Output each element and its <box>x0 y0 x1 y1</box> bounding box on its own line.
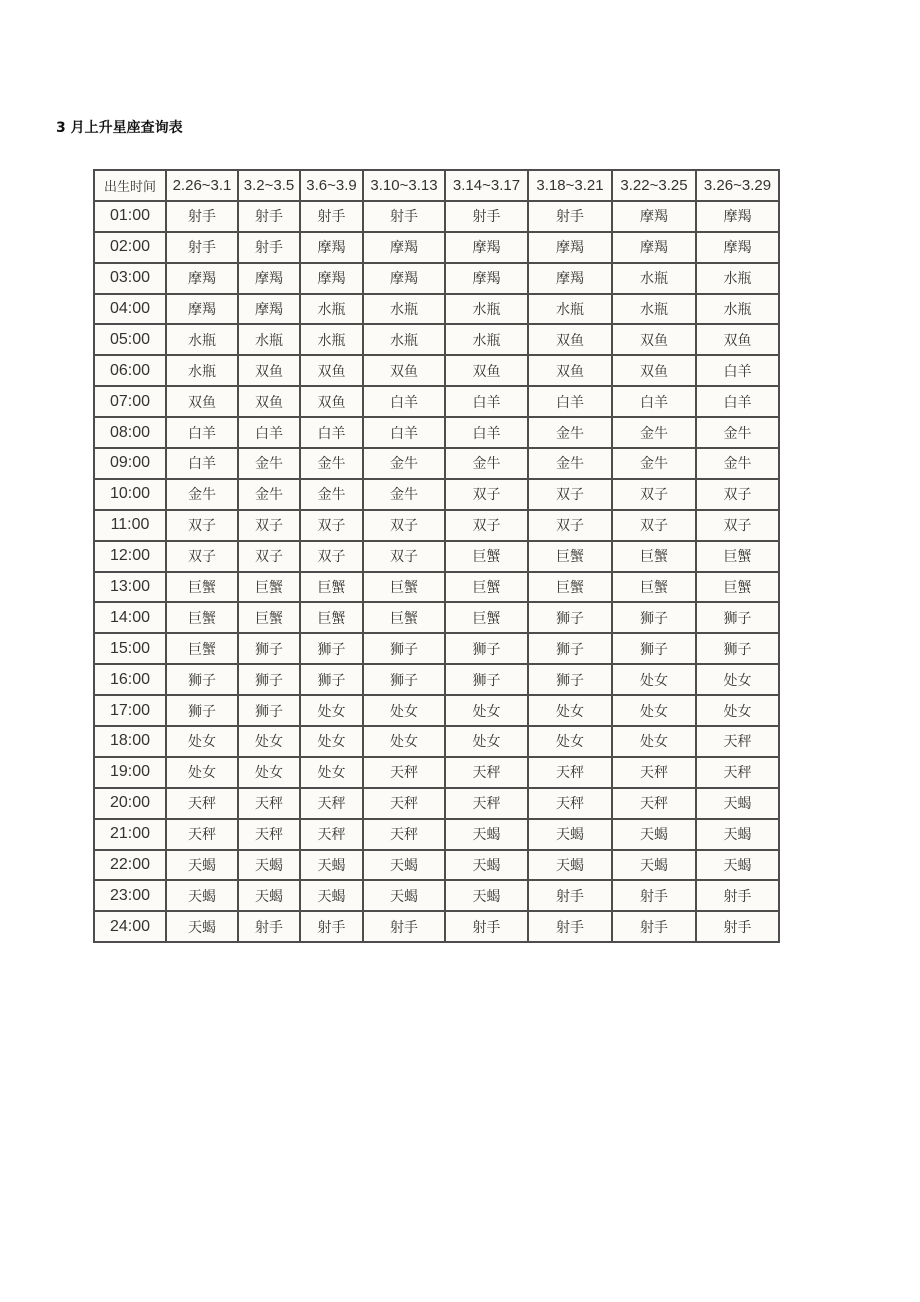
zodiac-sign-cell: 巨蟹 <box>612 572 696 603</box>
zodiac-sign-cell: 金牛 <box>166 479 238 510</box>
zodiac-sign-cell: 天蝎 <box>445 880 528 911</box>
zodiac-sign-cell: 射手 <box>696 911 779 942</box>
zodiac-sign-cell: 处女 <box>238 726 300 757</box>
zodiac-sign-cell: 双子 <box>612 479 696 510</box>
zodiac-sign-cell: 射手 <box>238 911 300 942</box>
zodiac-sign-cell: 摩羯 <box>166 294 238 325</box>
zodiac-sign-cell: 天蝎 <box>238 850 300 881</box>
zodiac-sign-cell: 水瓶 <box>238 324 300 355</box>
birth-time-cell: 11:00 <box>94 510 166 541</box>
zodiac-sign-cell: 射手 <box>166 201 238 232</box>
zodiac-sign-cell: 射手 <box>528 880 612 911</box>
zodiac-sign-cell: 金牛 <box>300 448 363 479</box>
zodiac-sign-cell: 处女 <box>166 726 238 757</box>
table-row <box>94 294 779 325</box>
header-row <box>94 170 779 201</box>
zodiac-sign-cell: 射手 <box>300 911 363 942</box>
zodiac-sign-cell: 金牛 <box>363 448 445 479</box>
birth-time-cell: 15:00 <box>94 633 166 664</box>
zodiac-sign-cell: 金牛 <box>238 448 300 479</box>
zodiac-sign-cell: 天蝎 <box>166 850 238 881</box>
zodiac-sign-cell: 水瓶 <box>445 324 528 355</box>
zodiac-sign-cell: 双子 <box>445 479 528 510</box>
zodiac-sign-cell: 处女 <box>363 726 445 757</box>
table-row <box>94 479 779 510</box>
zodiac-sign-cell: 天蝎 <box>300 850 363 881</box>
birth-time-cell: 14:00 <box>94 602 166 633</box>
birth-time-cell: 10:00 <box>94 479 166 510</box>
page-title: 3 月上升星座查询表 <box>56 120 183 136</box>
zodiac-sign-cell: 处女 <box>612 664 696 695</box>
zodiac-sign-cell: 天蝎 <box>445 819 528 850</box>
table-row <box>94 695 779 726</box>
zodiac-sign-cell: 天蝎 <box>696 819 779 850</box>
table-row <box>94 602 779 633</box>
zodiac-sign-cell: 巨蟹 <box>696 572 779 603</box>
birth-time-cell: 08:00 <box>94 417 166 448</box>
table-row <box>94 541 779 572</box>
zodiac-sign-cell: 双子 <box>612 510 696 541</box>
zodiac-sign-cell: 狮子 <box>238 695 300 726</box>
birth-time-cell: 09:00 <box>94 448 166 479</box>
header-date-range: 3.6~3.9 <box>300 170 363 201</box>
zodiac-sign-cell: 天秤 <box>166 819 238 850</box>
zodiac-sign-cell: 摩羯 <box>528 232 612 263</box>
zodiac-sign-cell: 处女 <box>528 695 612 726</box>
birth-time-cell: 07:00 <box>94 386 166 417</box>
zodiac-sign-cell: 处女 <box>363 695 445 726</box>
ascendant-table <box>93 169 780 943</box>
zodiac-sign-cell: 巨蟹 <box>445 572 528 603</box>
birth-time-cell: 04:00 <box>94 294 166 325</box>
zodiac-sign-cell: 天秤 <box>528 788 612 819</box>
zodiac-sign-cell: 天蝎 <box>696 788 779 819</box>
zodiac-sign-cell: 天蝎 <box>363 850 445 881</box>
zodiac-sign-cell: 双子 <box>300 541 363 572</box>
table-row <box>94 448 779 479</box>
zodiac-sign-cell: 双子 <box>445 510 528 541</box>
zodiac-sign-cell: 射手 <box>696 880 779 911</box>
zodiac-sign-cell: 射手 <box>238 201 300 232</box>
zodiac-sign-cell: 天蝎 <box>528 850 612 881</box>
zodiac-sign-cell: 狮子 <box>528 664 612 695</box>
zodiac-sign-cell: 白羊 <box>300 417 363 448</box>
zodiac-sign-cell: 水瓶 <box>166 324 238 355</box>
table-row <box>94 201 779 232</box>
zodiac-sign-cell: 摩羯 <box>528 263 612 294</box>
birth-time-cell: 16:00 <box>94 664 166 695</box>
zodiac-sign-cell: 金牛 <box>528 417 612 448</box>
zodiac-sign-cell: 巨蟹 <box>238 602 300 633</box>
zodiac-sign-cell: 天蝎 <box>612 850 696 881</box>
zodiac-sign-cell: 摩羯 <box>612 232 696 263</box>
zodiac-sign-cell: 处女 <box>238 757 300 788</box>
table-row <box>94 757 779 788</box>
zodiac-sign-cell: 天秤 <box>612 757 696 788</box>
zodiac-sign-cell: 双子 <box>528 510 612 541</box>
zodiac-sign-cell: 金牛 <box>696 417 779 448</box>
zodiac-sign-cell: 天蝎 <box>612 819 696 850</box>
header-date-range: 3.22~3.25 <box>612 170 696 201</box>
zodiac-sign-cell: 天蝎 <box>300 880 363 911</box>
zodiac-sign-cell: 双子 <box>528 479 612 510</box>
zodiac-sign-cell: 天蝎 <box>238 880 300 911</box>
birth-time-cell: 18:00 <box>94 726 166 757</box>
zodiac-sign-cell: 巨蟹 <box>166 633 238 664</box>
zodiac-sign-cell: 双子 <box>238 510 300 541</box>
zodiac-sign-cell: 水瓶 <box>300 294 363 325</box>
zodiac-sign-cell: 天秤 <box>696 726 779 757</box>
zodiac-sign-cell: 双子 <box>166 541 238 572</box>
table-row <box>94 911 779 942</box>
zodiac-sign-cell: 狮子 <box>238 664 300 695</box>
zodiac-sign-cell: 双子 <box>363 541 445 572</box>
zodiac-sign-cell: 处女 <box>696 664 779 695</box>
table-row <box>94 324 779 355</box>
zodiac-sign-cell: 双鱼 <box>696 324 779 355</box>
zodiac-sign-cell: 处女 <box>612 726 696 757</box>
zodiac-sign-cell: 巨蟹 <box>166 602 238 633</box>
zodiac-sign-cell: 射手 <box>528 201 612 232</box>
table-row <box>94 850 779 881</box>
header-date-range: 2.26~3.1 <box>166 170 238 201</box>
header-date-range: 3.10~3.13 <box>363 170 445 201</box>
header-date-range: 3.18~3.21 <box>528 170 612 201</box>
zodiac-sign-cell: 白羊 <box>166 417 238 448</box>
zodiac-sign-cell: 射手 <box>612 911 696 942</box>
zodiac-sign-cell: 天秤 <box>528 757 612 788</box>
header-date-range: 3.14~3.17 <box>445 170 528 201</box>
zodiac-sign-cell: 射手 <box>612 880 696 911</box>
header-date-range: 3.2~3.5 <box>238 170 300 201</box>
zodiac-sign-cell: 处女 <box>445 726 528 757</box>
zodiac-sign-cell: 狮子 <box>300 633 363 664</box>
birth-time-cell: 24:00 <box>94 911 166 942</box>
zodiac-sign-cell: 天秤 <box>363 819 445 850</box>
zodiac-sign-cell: 狮子 <box>363 664 445 695</box>
zodiac-sign-cell: 狮子 <box>696 602 779 633</box>
zodiac-sign-cell: 水瓶 <box>166 355 238 386</box>
birth-time-cell: 12:00 <box>94 541 166 572</box>
zodiac-sign-cell: 水瓶 <box>612 263 696 294</box>
zodiac-sign-cell: 射手 <box>300 201 363 232</box>
table-row <box>94 263 779 294</box>
zodiac-sign-cell: 双鱼 <box>238 355 300 386</box>
zodiac-sign-cell: 巨蟹 <box>238 572 300 603</box>
zodiac-sign-cell: 处女 <box>166 757 238 788</box>
zodiac-sign-cell: 天秤 <box>445 788 528 819</box>
zodiac-sign-cell: 处女 <box>300 757 363 788</box>
zodiac-sign-cell: 狮子 <box>612 602 696 633</box>
zodiac-sign-cell: 白羊 <box>363 386 445 417</box>
zodiac-sign-cell: 摩羯 <box>238 263 300 294</box>
zodiac-sign-cell: 巨蟹 <box>363 572 445 603</box>
zodiac-sign-cell: 金牛 <box>363 479 445 510</box>
zodiac-sign-cell: 处女 <box>528 726 612 757</box>
zodiac-sign-cell: 狮子 <box>612 633 696 664</box>
zodiac-sign-cell: 巨蟹 <box>363 602 445 633</box>
table-row <box>94 633 779 664</box>
zodiac-sign-cell: 摩羯 <box>300 232 363 263</box>
table-row <box>94 417 779 448</box>
zodiac-sign-cell: 天秤 <box>238 788 300 819</box>
zodiac-sign-cell: 巨蟹 <box>445 541 528 572</box>
zodiac-sign-cell: 白羊 <box>363 417 445 448</box>
zodiac-sign-cell: 水瓶 <box>300 324 363 355</box>
zodiac-sign-cell: 处女 <box>300 726 363 757</box>
zodiac-sign-cell: 双鱼 <box>238 386 300 417</box>
zodiac-sign-cell: 双鱼 <box>528 324 612 355</box>
zodiac-sign-cell: 白羊 <box>696 355 779 386</box>
zodiac-sign-cell: 天蝎 <box>445 850 528 881</box>
birth-time-cell: 13:00 <box>94 572 166 603</box>
zodiac-sign-cell: 巨蟹 <box>612 541 696 572</box>
zodiac-sign-cell: 狮子 <box>300 664 363 695</box>
zodiac-sign-cell: 巨蟹 <box>445 602 528 633</box>
header-birth-time: 出生时间 <box>94 170 166 201</box>
zodiac-sign-cell: 双子 <box>238 541 300 572</box>
zodiac-sign-cell: 狮子 <box>445 664 528 695</box>
birth-time-cell: 17:00 <box>94 695 166 726</box>
zodiac-sign-cell: 金牛 <box>445 448 528 479</box>
zodiac-sign-cell: 狮子 <box>363 633 445 664</box>
zodiac-sign-cell: 水瓶 <box>363 294 445 325</box>
zodiac-sign-cell: 双子 <box>363 510 445 541</box>
zodiac-sign-cell: 巨蟹 <box>696 541 779 572</box>
zodiac-sign-cell: 双子 <box>300 510 363 541</box>
zodiac-sign-cell: 白羊 <box>696 386 779 417</box>
zodiac-sign-cell: 处女 <box>300 695 363 726</box>
zodiac-sign-cell: 白羊 <box>445 417 528 448</box>
table-row <box>94 880 779 911</box>
zodiac-sign-cell: 双鱼 <box>445 355 528 386</box>
birth-time-cell: 01:00 <box>94 201 166 232</box>
zodiac-sign-cell: 天秤 <box>696 757 779 788</box>
zodiac-sign-cell: 狮子 <box>166 695 238 726</box>
zodiac-sign-cell: 白羊 <box>238 417 300 448</box>
zodiac-sign-cell: 白羊 <box>612 386 696 417</box>
birth-time-cell: 06:00 <box>94 355 166 386</box>
zodiac-sign-cell: 双鱼 <box>528 355 612 386</box>
table-row <box>94 664 779 695</box>
zodiac-sign-cell: 射手 <box>363 911 445 942</box>
zodiac-sign-cell: 射手 <box>238 232 300 263</box>
table-row <box>94 510 779 541</box>
zodiac-sign-cell: 金牛 <box>696 448 779 479</box>
zodiac-sign-cell: 双鱼 <box>300 386 363 417</box>
zodiac-sign-cell: 白羊 <box>166 448 238 479</box>
birth-time-cell: 23:00 <box>94 880 166 911</box>
zodiac-sign-cell: 摩羯 <box>363 263 445 294</box>
zodiac-sign-cell: 天蝎 <box>363 880 445 911</box>
zodiac-sign-cell: 射手 <box>528 911 612 942</box>
zodiac-sign-cell: 双鱼 <box>300 355 363 386</box>
zodiac-sign-cell: 金牛 <box>238 479 300 510</box>
zodiac-sign-cell: 水瓶 <box>696 263 779 294</box>
birth-time-cell: 05:00 <box>94 324 166 355</box>
zodiac-sign-cell: 天秤 <box>363 788 445 819</box>
birth-time-cell: 20:00 <box>94 788 166 819</box>
zodiac-sign-cell: 摩羯 <box>363 232 445 263</box>
table-row <box>94 819 779 850</box>
zodiac-sign-cell: 天秤 <box>612 788 696 819</box>
zodiac-sign-cell: 白羊 <box>528 386 612 417</box>
zodiac-sign-cell: 金牛 <box>612 417 696 448</box>
zodiac-sign-cell: 摩羯 <box>445 232 528 263</box>
zodiac-sign-cell: 处女 <box>612 695 696 726</box>
zodiac-sign-cell: 狮子 <box>528 602 612 633</box>
zodiac-sign-cell: 狮子 <box>166 664 238 695</box>
birth-time-cell: 02:00 <box>94 232 166 263</box>
birth-time-cell: 22:00 <box>94 850 166 881</box>
birth-time-cell: 21:00 <box>94 819 166 850</box>
ascendant-table-container <box>93 169 778 942</box>
zodiac-sign-cell: 双子 <box>696 510 779 541</box>
zodiac-sign-cell: 狮子 <box>696 633 779 664</box>
table-row <box>94 788 779 819</box>
zodiac-sign-cell: 双鱼 <box>612 324 696 355</box>
zodiac-sign-cell: 摩羯 <box>238 294 300 325</box>
zodiac-sign-cell: 巨蟹 <box>166 572 238 603</box>
zodiac-sign-cell: 水瓶 <box>612 294 696 325</box>
zodiac-sign-cell: 摩羯 <box>445 263 528 294</box>
header-date-range: 3.26~3.29 <box>696 170 779 201</box>
zodiac-sign-cell: 金牛 <box>612 448 696 479</box>
zodiac-sign-cell: 天蝎 <box>696 850 779 881</box>
zodiac-sign-cell: 摩羯 <box>612 201 696 232</box>
table-row <box>94 355 779 386</box>
zodiac-sign-cell: 天秤 <box>363 757 445 788</box>
zodiac-sign-cell: 巨蟹 <box>528 541 612 572</box>
birth-time-cell: 03:00 <box>94 263 166 294</box>
table-row <box>94 572 779 603</box>
table-row <box>94 232 779 263</box>
zodiac-sign-cell: 天秤 <box>166 788 238 819</box>
zodiac-sign-cell: 双子 <box>696 479 779 510</box>
zodiac-sign-cell: 天蝎 <box>166 880 238 911</box>
zodiac-sign-cell: 水瓶 <box>528 294 612 325</box>
table-body <box>94 201 779 942</box>
zodiac-sign-cell: 天秤 <box>300 819 363 850</box>
zodiac-sign-cell: 天秤 <box>238 819 300 850</box>
zodiac-sign-cell: 狮子 <box>238 633 300 664</box>
zodiac-sign-cell: 摩羯 <box>696 201 779 232</box>
zodiac-sign-cell: 天秤 <box>300 788 363 819</box>
zodiac-sign-cell: 巨蟹 <box>300 572 363 603</box>
zodiac-sign-cell: 双鱼 <box>363 355 445 386</box>
zodiac-sign-cell: 摩羯 <box>300 263 363 294</box>
zodiac-sign-cell: 处女 <box>445 695 528 726</box>
zodiac-sign-cell: 射手 <box>445 911 528 942</box>
zodiac-sign-cell: 射手 <box>166 232 238 263</box>
zodiac-sign-cell: 巨蟹 <box>528 572 612 603</box>
zodiac-sign-cell: 白羊 <box>445 386 528 417</box>
zodiac-sign-cell: 双鱼 <box>612 355 696 386</box>
birth-time-cell: 19:00 <box>94 757 166 788</box>
zodiac-sign-cell: 摩羯 <box>696 232 779 263</box>
zodiac-sign-cell: 天蝎 <box>166 911 238 942</box>
zodiac-sign-cell: 摩羯 <box>166 263 238 294</box>
zodiac-sign-cell: 狮子 <box>528 633 612 664</box>
zodiac-sign-cell: 金牛 <box>300 479 363 510</box>
zodiac-sign-cell: 水瓶 <box>696 294 779 325</box>
zodiac-sign-cell: 巨蟹 <box>300 602 363 633</box>
zodiac-sign-cell: 水瓶 <box>445 294 528 325</box>
zodiac-sign-cell: 双子 <box>166 510 238 541</box>
table-row <box>94 386 779 417</box>
zodiac-sign-cell: 射手 <box>445 201 528 232</box>
zodiac-sign-cell: 狮子 <box>445 633 528 664</box>
zodiac-sign-cell: 天蝎 <box>528 819 612 850</box>
zodiac-sign-cell: 处女 <box>696 695 779 726</box>
zodiac-sign-cell: 双鱼 <box>166 386 238 417</box>
zodiac-sign-cell: 水瓶 <box>363 324 445 355</box>
table-row <box>94 726 779 757</box>
zodiac-sign-cell: 金牛 <box>528 448 612 479</box>
zodiac-sign-cell: 射手 <box>363 201 445 232</box>
zodiac-sign-cell: 天秤 <box>445 757 528 788</box>
